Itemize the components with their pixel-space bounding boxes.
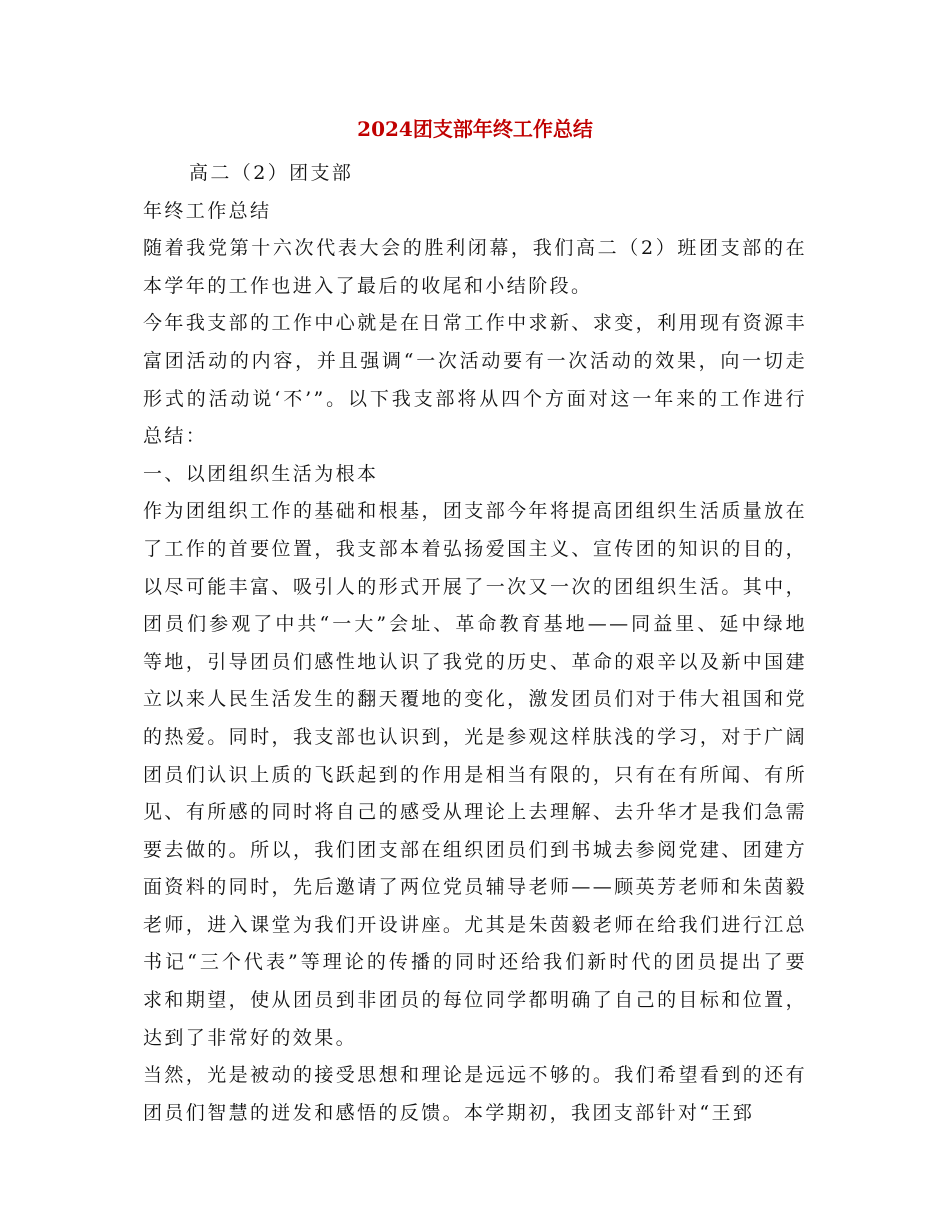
paragraph: 作为团组织工作的基础和根基，团支部今年将提高团组织生活质量放在了工作的首要位置，我支部本着弘扬爱国主义、宣传团的知识的目的，以尽可能丰富、吸引人的形式开展了一次又一次的团组织生活。其中，团员们参观了中共“一大”会址、革命教育基地——同益里、延中绿地等地，引导团员们感性地认识了我党的历史、革命的艰辛以及新中国建立以来人民生活发生的翻天覆地的变化，激发团员们对于伟大祖国和党的热爱。同时，我支部也认识到，光是参观这样肤浅的学习，对于广阔团员们认识上质的飞跃起到的作用是相当有限的，只有在有所闻、有所见、有所感的同时将自己的感受从理论上去理解、去升华才是我们急需要去做的。所以，我们团支部在组织团员们到书城去参阅党建、团建方面资料的同时，先后邀请了两位党员辅导老师——顾英芳老师和朱茵毅老师，进入课堂为我们开设讲座。尤其是朱茵毅老师在给我们进行江总书记“三个代表”等理论的传播的同时还给我们新时代的团员提出了要求和期望，使从团员到非团员的每位同学都明确了自己的目标和位置，达到了非常好的效果。 bbox=[143, 500, 807, 1049]
document-subtitle: 高二（2）团支部 bbox=[189, 162, 354, 184]
section-heading: 年终工作总结 bbox=[143, 199, 272, 222]
document-title: 2024团支部年终工作总结 bbox=[357, 117, 593, 141]
paragraph: 当然，光是被动的接受思想和理论是远远不够的。我们希望看到的还有团员们智慧的迸发和感悟的反馈。本学期初，我团支部针对“王郅 bbox=[143, 1064, 807, 1124]
section-heading: 一、以团组织生活为根本 bbox=[143, 462, 379, 485]
paragraph: 今年我支部的工作中心就是在日常工作中求新、求变，利用现有资源丰富团活动的内容，并且强调“一次活动要有一次活动的效果，向一切走形式的活动说‘不’”。以下我支部将从四个方面对这一年来的工作进行总结： bbox=[143, 312, 807, 448]
paragraph: 随着我党第十六次代表大会的胜利闭幕，我们高二（2）班团支部的在本学年的工作也进入了最后的收尾和小结阶段。 bbox=[143, 237, 807, 297]
document-body bbox=[143, 155, 807, 1132]
